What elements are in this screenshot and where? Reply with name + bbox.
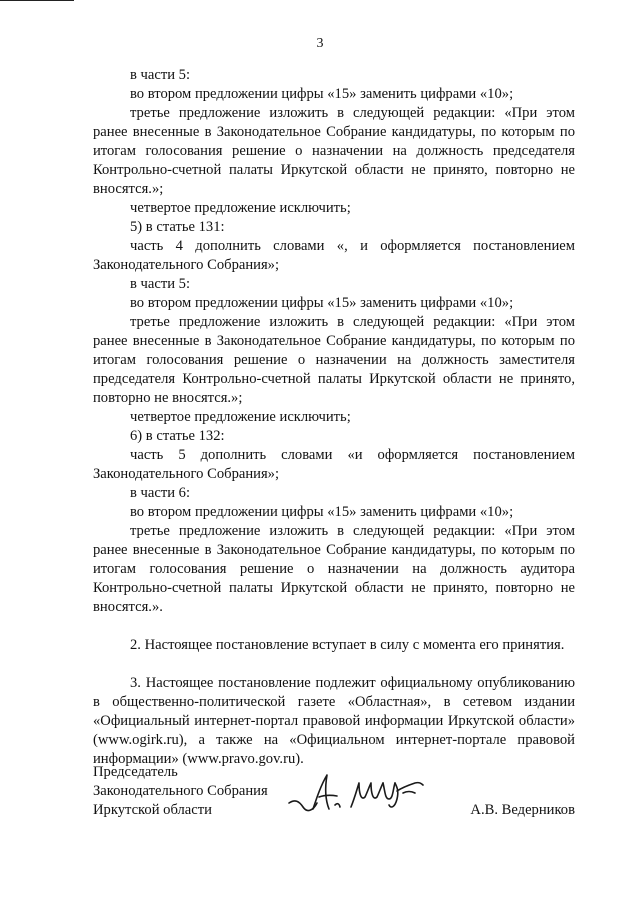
paragraph-publication: 3. Настоящее постановление подлежит официальному опубликованию в общественно-политической газете «Областная», в сетевом издании «Официальный интернет-портал правовой информации Иркутской области» (www.ogirk.ru), а также на «Официальном интернет-портале правовой информации» (www.pravo.gov.ru). [93, 675, 575, 767]
paragraph: третье предложение изложить в следующей редакции: «При этом ранее внесенные в Законодательное Собрание кандидатуры, по которым по итогам голосования решение о назначении на должность заместителя председателя Контрольно-счетной палаты Иркутской области не принято, повторно не вносятся.»; [93, 314, 575, 406]
handwritten-signature [285, 769, 425, 817]
paragraph: в части 5: [130, 276, 191, 292]
paragraph: часть 4 дополнить словами «, и оформляется постановлением Законодательного Собрания»; [93, 238, 575, 273]
paragraph: в части 6: [130, 485, 191, 501]
page-corner-line [0, 0, 74, 1]
paragraph: третье предложение изложить в следующей редакции: «При этом ранее внесенные в Законодательное Собрание кандидатуры, по которым по итогам голосования решение о назначении на должность председателя Контрольно-счетной палаты Иркутской области не принято, повторно не вносятся.»; [93, 105, 575, 197]
page-number: 3 [316, 36, 324, 51]
signer-title-line: Председатель [93, 764, 178, 780]
paragraph-effective-date: 2. Настоящее постановление вступает в силу с момента его принятия. [130, 637, 565, 653]
signer-title-line: Законодательного Собрания [93, 783, 268, 799]
paragraph: 5) в статье 131: [130, 219, 225, 235]
paragraph: четвертое предложение исключить; [130, 200, 351, 216]
signature-block [93, 763, 575, 833]
paragraph: четвертое предложение исключить; [130, 409, 351, 425]
document-body [93, 66, 575, 769]
paragraph: часть 5 дополнить словами «и оформляется постановлением Законодательного Собрания»; [93, 447, 575, 482]
paragraph: во втором предложении цифры «15» заменить цифрами «10»; [130, 504, 514, 520]
signer-title-line: Иркутской области [93, 802, 212, 818]
paragraph: в части 5: [130, 67, 191, 83]
paragraph: третье предложение изложить в следующей редакции: «При этом ранее внесенные в Законодательное Собрание кандидатуры, по которым по итогам голосования решение о назначении на должность аудитора Контрольно-счетной палаты Иркутской области не принято, повторно не вносятся.». [93, 523, 575, 615]
signer-name: А.В. Ведерников [470, 802, 575, 818]
paragraph: во втором предложении цифры «15» заменить цифрами «10»; [130, 295, 514, 311]
paragraph: во втором предложении цифры «15» заменить цифрами «10»; [130, 86, 514, 102]
signer-title [93, 763, 268, 820]
paragraph: 6) в статье 132: [130, 428, 225, 444]
